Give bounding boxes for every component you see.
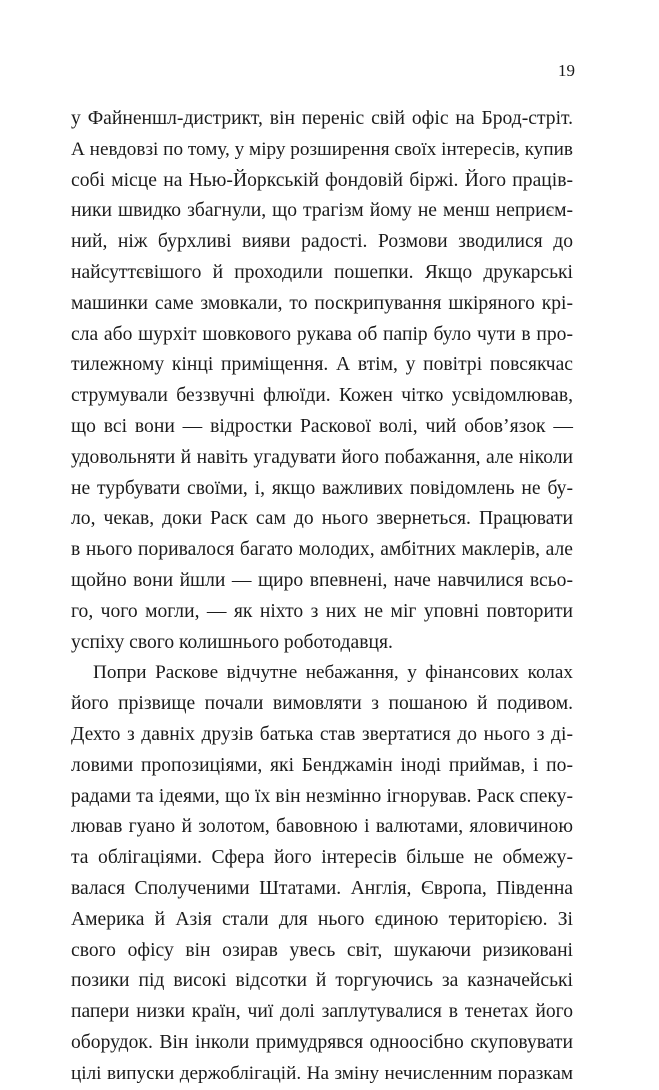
text-line: Америка й Азія стали для нього єдиною територією. Зі	[71, 908, 573, 930]
body-text	[71, 104, 573, 1090]
text-line: сла або шурхіт шовкового рукава об папір було чути в про-	[71, 323, 573, 345]
text-line: найсуттєвішого й проходили пошепки. Якщо друкарські	[71, 261, 573, 283]
text-line: у Файненшл-дистрикт, він переніс свій офіс на Брод-стріт.	[71, 108, 573, 129]
text-line: валася Сполученими Штатами. Англія, Європа, Південна	[71, 877, 573, 899]
text-line: ловими пропозиціями, які Бенджамін іноді приймав, і по-	[71, 754, 573, 776]
text-line: радами та ідеями, що їх він незмінно ігнорував. Раск спеку-	[71, 785, 573, 807]
text-line: Попри Раскове відчутне небажання, у фінансових колах	[93, 662, 573, 684]
text-line: його прізвище почали вимовляти з пошаною й подивом.	[71, 693, 573, 715]
text-line: та облігаціями. Сфера його інтересів більше не обмежу-	[71, 847, 573, 869]
text-line: Дехто з давніх друзів батька став звертатися до нього з ді-	[71, 723, 573, 745]
text-line: цілі випуски держоблігацій. На зміну нечисленним поразкам	[71, 1062, 573, 1084]
text-line: А невдовзі по тому, у міру розширення своїх інтересів, купив	[71, 138, 573, 160]
text-line: машинки саме змовкали, то поскрипування шкіряного крі-	[71, 292, 573, 314]
text-line: свого офісу він озирав увесь світ, шукаючи ризиковані	[71, 939, 573, 961]
text-line: в нього поривалося багато молодих, амбітних маклерів, але	[71, 539, 573, 561]
paragraph	[71, 104, 573, 658]
text-line: успіху свого колишнього роботодавця.	[71, 631, 393, 653]
text-line: удовольняти й навіть угадувати його побажання, але ніколи	[71, 446, 573, 468]
text-line: лював гуано й золотом, бавовною і валютами, яловичиною	[71, 816, 573, 838]
text-line: тилежному кінці приміщення. А втім, у повітрі повсякчас	[71, 354, 573, 376]
paragraph	[71, 658, 573, 1089]
text-line: собі місце на Нью-Йоркській фондовій біржі. Його праців-	[71, 169, 573, 191]
text-line: оборудок. Він інколи примудрявся одноосібно скуповувати	[71, 1031, 573, 1053]
text-line: щойно вони йшли — щиро впевнені, наче навчилися всьо-	[71, 569, 573, 591]
text-line: ний, ніж бурхливі вияви радості. Розмови зводилися до	[71, 231, 573, 253]
text-line: що всі вони — відростки Раскової волі, чий обов’язок —	[71, 415, 573, 437]
text-line: го, чого могли, — як ніхто з них не міг уповні повторити	[71, 600, 573, 622]
text-line: струмували беззвучні флюїди. Кожен чітко усвідомлював,	[71, 385, 573, 407]
text-line: не турбувати своїми, і, якщо важливих повідомлень не бу-	[71, 477, 573, 499]
text-line: позики під високі відсотки й торгуючись за казначейські	[71, 970, 573, 992]
text-line: папери низки країн, чиї долі заплутувалися в тенетах його	[71, 1001, 573, 1023]
page-number: 19	[558, 61, 575, 80]
text-line: ники швидко збагнули, що трагізм йому не менш неприєм-	[71, 200, 573, 222]
text-line: ло, чекав, доки Раск сам до нього звернеться. Працювати	[71, 508, 573, 530]
